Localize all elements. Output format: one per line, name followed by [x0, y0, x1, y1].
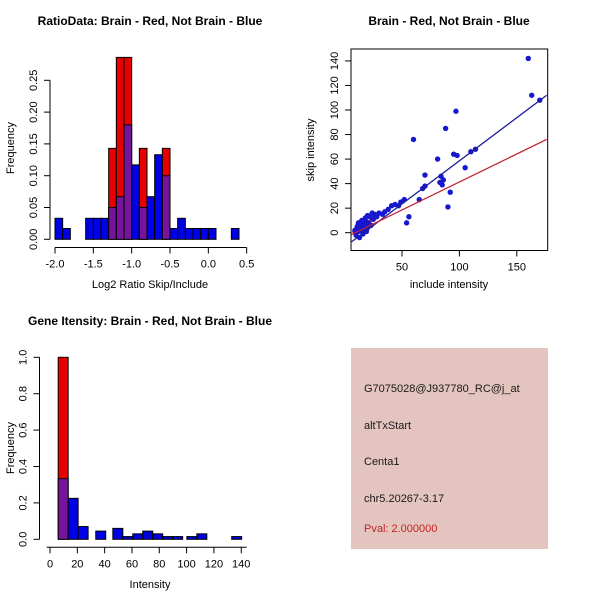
hist-bar	[208, 228, 216, 239]
y-axis-label: Frequency	[5, 422, 17, 474]
x-tick-label: 120	[204, 558, 224, 571]
scatter-point	[439, 182, 444, 187]
plot-title: Brain - Red, Not Brain - Blue	[368, 14, 530, 28]
y-tick-label: 140	[329, 51, 341, 71]
y-tick-label: 0.2	[17, 495, 30, 511]
x-tick-label: -1.0	[122, 258, 142, 271]
hist-bar	[132, 165, 140, 239]
probe-info-panel	[351, 348, 548, 549]
x-axis-label: include intensity	[409, 279, 489, 291]
hist-bar	[178, 218, 186, 239]
x-tick-label: 20	[71, 558, 84, 571]
probe-info-panel-container	[300, 300, 600, 600]
pval-text: Pval: 2.000000	[364, 523, 438, 535]
ratio-histogram-panel	[0, 0, 300, 300]
ratio-histogram-chart	[0, 0, 300, 300]
scatter-point	[435, 156, 440, 161]
scatter-point	[411, 137, 416, 142]
hist-bar	[143, 531, 153, 539]
gene-intensity-histogram-panel	[0, 300, 300, 600]
scatter-point	[462, 165, 467, 170]
x-tick-label: -2.0	[45, 258, 65, 271]
scatter-point	[406, 214, 411, 219]
scatter-point	[441, 177, 446, 182]
intensity-scatter-chart	[300, 0, 600, 300]
x-tick-label: 150	[507, 261, 526, 274]
x-tick-label: 140	[232, 558, 251, 571]
y-tick-label: 0.0	[17, 531, 30, 547]
x-tick-label: 60	[125, 558, 139, 571]
x-axis-label: Intensity	[129, 579, 171, 591]
hist-bar	[185, 228, 193, 239]
scatter-point	[422, 172, 427, 177]
x-tick-label: 0.0	[200, 258, 216, 271]
hist-bar	[155, 155, 163, 240]
x-tick-label: -1.5	[83, 258, 103, 271]
hist-bar	[68, 498, 78, 539]
y-tick-label: 0.15	[28, 133, 40, 155]
y-tick-label: 120	[329, 76, 341, 95]
hist-bar	[96, 531, 106, 539]
y-tick-label: 40	[329, 177, 341, 190]
plot-title: Gene Itensity: Brain - Red, Not Brain - Blue	[27, 314, 273, 328]
hist-bar	[113, 528, 123, 539]
gene-intensity-histogram-chart	[0, 300, 300, 600]
hist-bar-overlap	[109, 208, 117, 240]
scatter-point	[526, 56, 531, 61]
hist-bar	[101, 218, 109, 239]
y-tick-label: 0.00	[28, 228, 40, 251]
scatter-point	[443, 126, 448, 131]
hist-bar	[163, 537, 173, 540]
hist-bar	[232, 537, 242, 540]
x-tick-label: 80	[153, 558, 166, 571]
hist-bar	[187, 537, 197, 540]
x-axis-label: Log2 Ratio Skip/Include	[91, 279, 209, 291]
locus-text: chr5.20267-3.17	[364, 493, 445, 505]
hist-bar	[86, 218, 94, 239]
hist-bar-overlap	[139, 208, 147, 240]
hist-bar	[201, 228, 209, 239]
plot-title: RatioData: Brain - Red, Not Brain - Blue	[37, 14, 263, 28]
y-tick-label: 0.25	[28, 69, 40, 92]
y-tick-label: 80	[329, 128, 341, 141]
y-tick-label: 0.20	[28, 101, 40, 123]
x-tick-label: 50	[395, 261, 409, 274]
x-tick-label: 40	[98, 558, 111, 571]
scatter-point	[448, 190, 453, 195]
hist-bar	[93, 218, 101, 239]
scatter-point	[453, 109, 458, 114]
x-tick-label: 100	[450, 261, 469, 274]
y-tick-label: 60	[329, 152, 341, 166]
y-tick-label: 0	[329, 229, 341, 236]
y-tick-label: 0.8	[17, 386, 30, 402]
hist-bar-overlap	[116, 197, 124, 240]
y-axis-label: skip intensity	[305, 118, 317, 182]
x-tick-label: 0	[46, 558, 54, 571]
hist-bar-overlap	[124, 125, 132, 239]
hist-bar	[78, 527, 88, 540]
y-tick-label: 0.05	[28, 196, 40, 219]
event-type-text: altTxStart	[364, 420, 412, 432]
intensity-scatter-panel	[300, 0, 600, 300]
hist-bar	[123, 537, 133, 540]
hist-bar	[133, 534, 143, 539]
y-tick-label: 0.4	[17, 458, 30, 475]
y-tick-label: 0.6	[17, 422, 30, 438]
x-tick-label: -0.5	[160, 258, 180, 271]
hist-bar	[231, 228, 239, 239]
hist-bar	[153, 534, 163, 539]
hist-bar	[173, 537, 183, 540]
scatter-point	[445, 204, 450, 209]
hist-bar	[55, 218, 63, 239]
y-axis-label: Frequency	[5, 122, 17, 174]
x-tick-label: 0.5	[239, 258, 255, 271]
hist-bar	[63, 228, 71, 239]
hist-bar	[197, 534, 207, 539]
probe-id-text: G7075028@J937780_RC@j_at	[364, 383, 520, 395]
scatter-point	[454, 153, 459, 158]
x-tick-label: 100	[177, 558, 196, 571]
y-tick-label: 100	[329, 100, 341, 120]
hist-bar	[170, 228, 178, 239]
scatter-point	[404, 220, 409, 225]
hist-bar-overlap	[58, 479, 68, 540]
y-tick-label: 20	[329, 202, 341, 215]
hist-bar-overlap	[162, 176, 170, 240]
y-tick-label: 0.10	[28, 164, 40, 187]
hist-bar	[147, 197, 155, 240]
brain-fit-line	[351, 139, 546, 234]
scatter-point	[529, 93, 534, 98]
gene-name-text: Centa1	[364, 456, 400, 468]
hist-bar	[193, 228, 201, 239]
y-tick-label: 1.0	[17, 349, 30, 365]
